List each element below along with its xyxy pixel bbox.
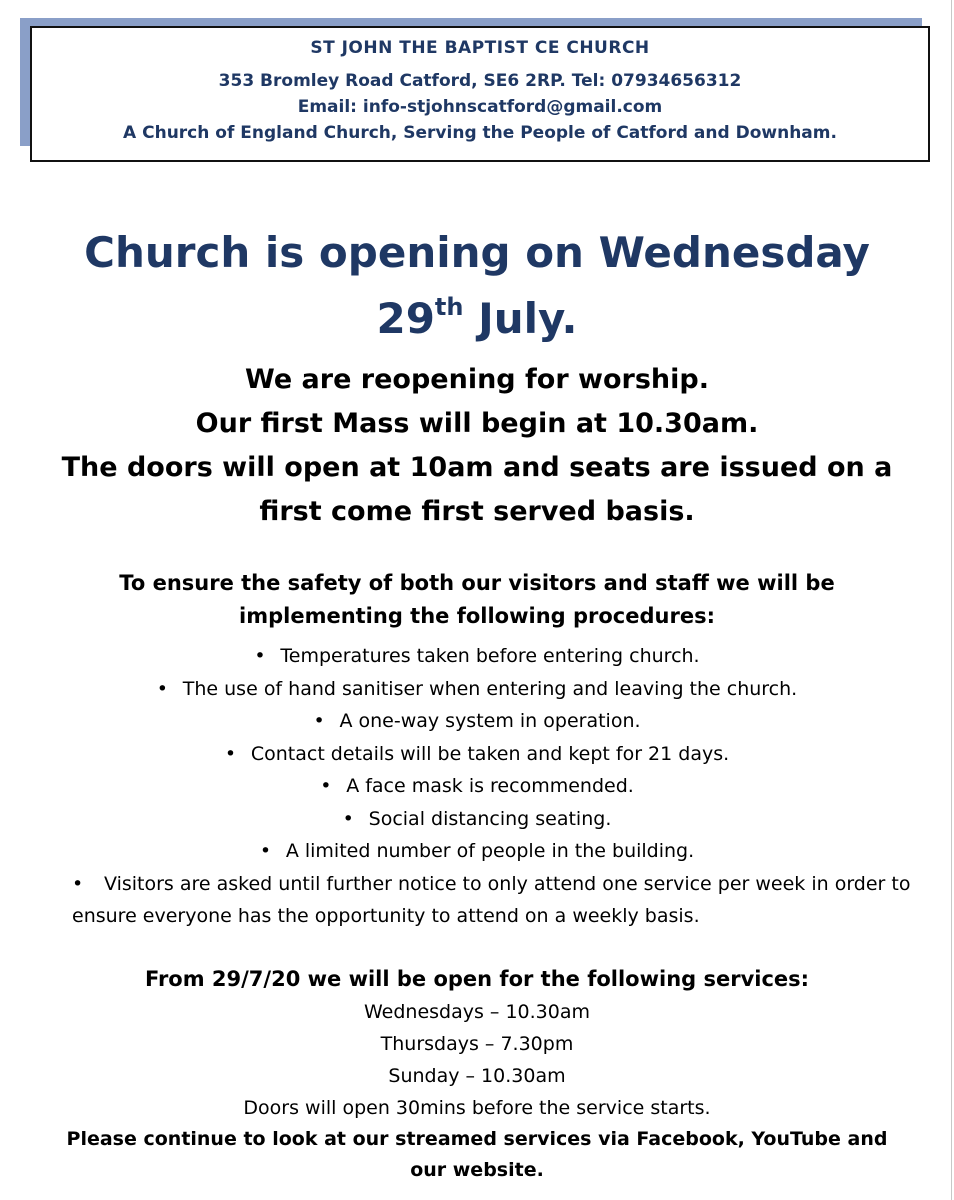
bullet-icon: • [254,645,266,667]
church-address: 353 Bromley Road Catford, SE6 2RP. Tel: 07934656312 [218,71,742,91]
list-item [0,770,954,803]
lead-line: Our first Mass will begin at 10.30am. [195,408,759,439]
bullet-icon: • [72,872,84,895]
headline-line1: Church is opening on Wednesday [84,228,870,277]
church-email: Email: info-stjohnscatford@gmail.com [297,97,663,117]
list-item [0,868,954,933]
church-name: ST JOHN THE BAPTIST CE CHURCH [310,38,650,58]
headline-day: 29 [376,294,435,343]
opening-headline [0,220,954,352]
procedures-heading-line1: To ensure the safety of both our visitors and staff we will be [119,571,835,595]
bullet-icon: • [320,775,332,797]
doors-note: Doors will open 30mins before the service starts. [243,1097,711,1119]
list-item-text: The use of hand sanitiser when entering and leaving the church. [182,677,798,700]
headline-month: July. [478,294,578,343]
lead-line: We are reopening for worship. [245,364,709,395]
church-tagline: A Church of England Church, Serving the People of Catford and Downham. [123,123,837,143]
list-item-text: A limited number of people in the building. [285,840,695,862]
list-item-text: Temperatures taken before entering church. [280,645,700,667]
church-header [30,26,930,162]
procedures-heading-line2: implementing the following procedures: [239,604,715,628]
service-times-list [0,996,954,1092]
services-heading: From 29/7/20 we will be open for the following services: [144,967,810,991]
list-item-text: A face mask is recommended. [346,775,634,797]
lead-line: The doors will open at 10am and seats are issued on a [61,452,893,483]
list-item [0,673,954,706]
service-time: Sunday – 10.30am [388,1065,566,1087]
list-item [0,705,954,738]
service-time: Wednesdays – 10.30am [363,1001,591,1023]
list-item [0,803,954,836]
list-item-text: A one-way system in operation. [339,710,641,732]
safety-procedures-list [0,640,954,933]
procedures-heading [0,567,954,633]
list-item [0,640,954,673]
reopening-announcement [0,358,954,534]
closing-note: Please continue to look at our streamed services via Facebook, YouTube and our website. [66,1128,888,1181]
list-item [0,835,954,868]
list-item-text: Social distancing seating. [368,807,612,830]
lead-line: first come first served basis. [259,496,695,527]
list-item-text: Contact details will be taken and kept for 21 days. [250,742,730,765]
headline-ordinal: th [434,293,464,321]
bullet-icon: • [259,840,272,862]
bullet-icon: • [342,807,354,830]
list-item [0,738,954,771]
service-time: Thursdays – 7.30pm [380,1033,574,1055]
bullet-icon: • [224,742,237,765]
bullet-icon: • [313,710,325,732]
list-item-text: Visitors are asked until further notice to only attend one service per week in order to ensure everyone has the opportunity to attend on a weekly basis. [72,872,911,927]
headline-line2 [0,286,954,352]
bullet-icon: • [156,677,168,700]
